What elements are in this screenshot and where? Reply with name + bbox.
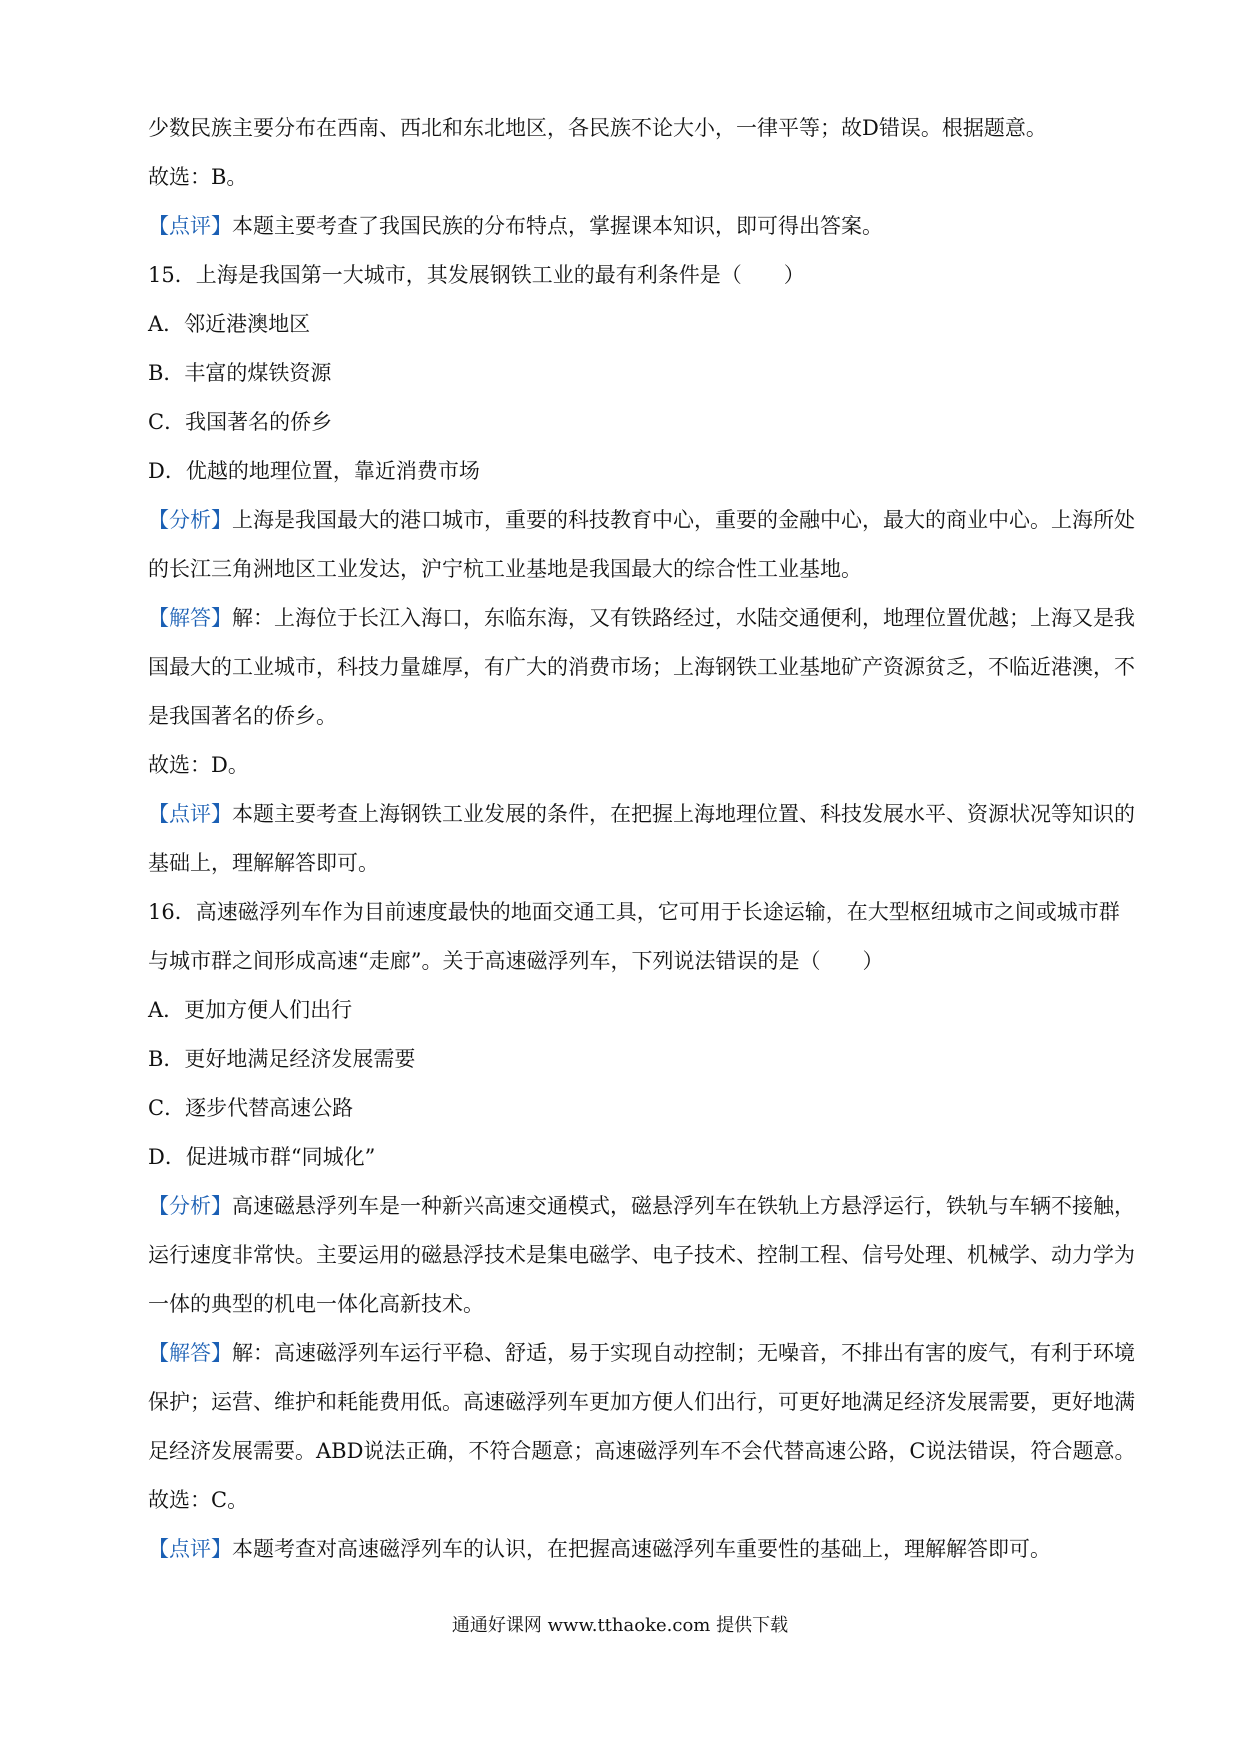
solution-tag: 【解答】: [148, 1341, 232, 1365]
option-b: B．丰富的煤铁资源: [148, 361, 332, 385]
option-c: C．我国著名的侨乡: [148, 410, 333, 434]
analysis-tag: 【分析】: [148, 508, 232, 532]
comment-tag: 【点评】: [148, 1537, 232, 1561]
answer-line: 故选：D。: [148, 753, 249, 777]
analysis-tag: 【分析】: [148, 1194, 232, 1218]
answer-line: 故选：B。: [148, 165, 248, 189]
option-d: D．促进城市群“同城化”: [148, 1145, 376, 1169]
comment-paragraph: 【点评】本题考查对高速磁浮列车的认识，在把握高速磁浮列车重要性的基础上，理解解答即可。: [148, 1537, 1051, 1561]
question-16: 16．高速磁浮列车作为目前速度最快的地面交通工具，它可用于长途运输，在大型枢纽城市之间或城市群与城市群之间形成高速“走廊”。关于高速磁浮列车，下列说法错误的是（ ）: [148, 900, 1120, 973]
option-a: A．邻近港澳地区: [148, 312, 311, 336]
solution-paragraph: 【解答】解：高速磁浮列车运行平稳、舒适，易于实现自动控制；无噪音，不排出有害的废气，有利于环境保护；运营、维护和耗能费用低。高速磁浮列车更加方便人们出行，可更好地满足经济发展需要，更好地满足经济发展需要。ABD说法正确，不符合题意；高速磁浮列车不会代替高速公路，C说法错误，符合题意。: [148, 1341, 1136, 1463]
question-15: 15．上海是我国第一大城市，其发展钢铁工业的最有利条件是（ ）: [148, 263, 805, 287]
option-d: D．优越的地理位置，靠近消费市场: [148, 459, 480, 483]
text-paragraph: 少数民族主要分布在西南、西北和东北地区，各民族不论大小，一律平等；故D错误。根据题意。: [148, 116, 1047, 140]
answer-line: 故选：C。: [148, 1488, 249, 1512]
document-body: [148, 104, 1138, 1574]
option-c: C．逐步代替高速公路: [148, 1096, 354, 1120]
option-b: B．更好地满足经济发展需要: [148, 1047, 416, 1071]
page-footer: 通通好课网 www.tthaoke.com 提供下载: [451, 1615, 789, 1636]
analysis-paragraph: 【分析】上海是我国最大的港口城市，重要的科技教育中心，重要的金融中心，最大的商业中心。上海所处的长江三角洲地区工业发达，沪宁杭工业基地是我国最大的综合性工业基地。: [148, 508, 1135, 581]
comment-paragraph: 【点评】本题主要考查了我国民族的分布特点，掌握课本知识，即可得出答案。: [148, 214, 883, 238]
solution-tag: 【解答】: [148, 606, 232, 630]
comment-tag: 【点评】: [148, 214, 232, 238]
comment-tag: 【点评】: [148, 802, 232, 826]
comment-paragraph: 【点评】本题主要考查上海钢铁工业发展的条件，在把握上海地理位置、科技发展水平、资源状况等知识的基础上，理解解答即可。: [148, 802, 1135, 875]
option-a: A．更加方便人们出行: [148, 998, 353, 1022]
solution-paragraph: 【解答】解：上海位于长江入海口，东临东海，又有铁路经过，水陆交通便利，地理位置优越；上海又是我国最大的工业城市，科技力量雄厚，有广大的消费市场；上海钢铁工业基地矿产资源贫乏，不临近港澳，不是我国著名的侨乡。: [148, 606, 1135, 728]
analysis-paragraph: 【分析】高速磁悬浮列车是一种新兴高速交通模式，磁悬浮列车在铁轨上方悬浮运行，铁轨与车辆不接触，运行速度非常快。主要运用的磁悬浮技术是集电磁学、电子技术、控制工程、信号处理、机械学、动力学为一体的典型的机电一体化高新技术。: [148, 1194, 1135, 1316]
